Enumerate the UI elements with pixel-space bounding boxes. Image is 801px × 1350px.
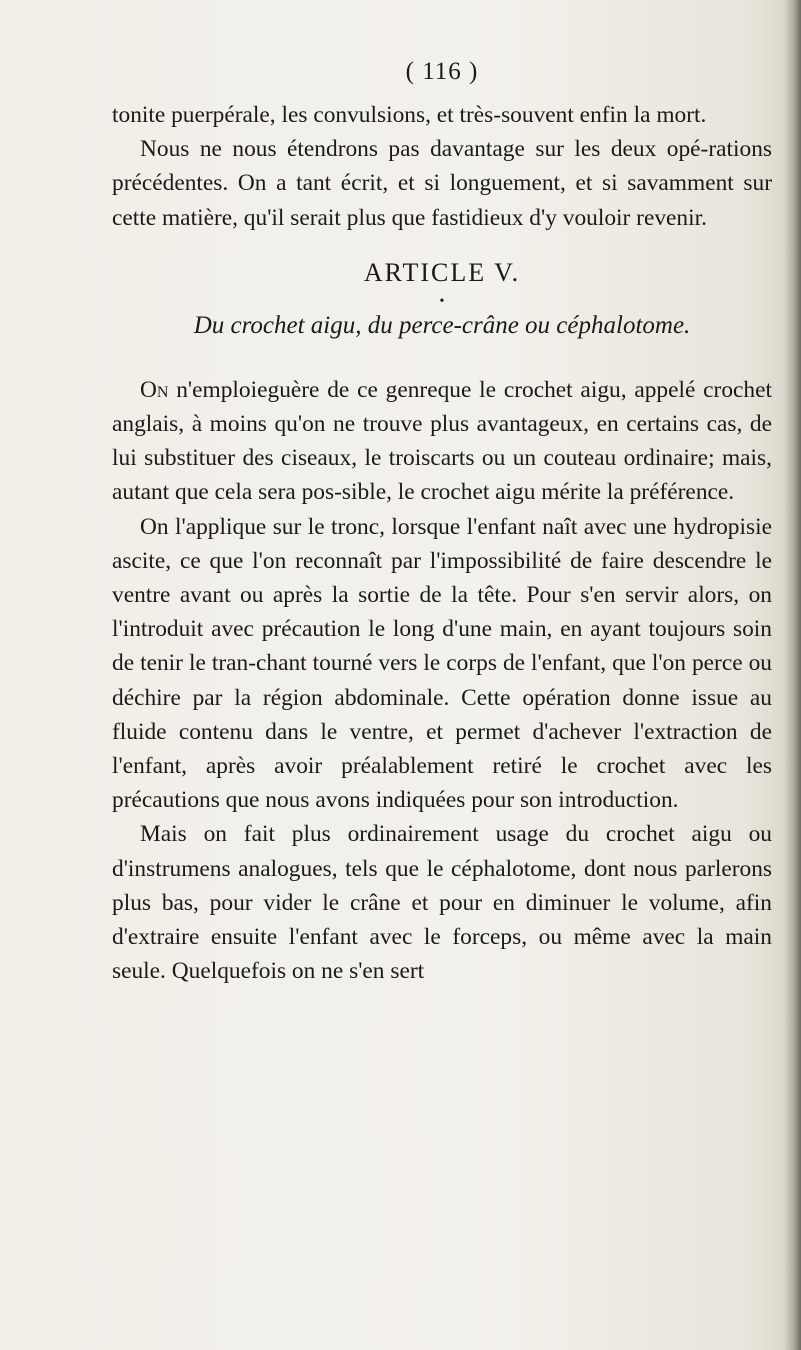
article-subtitle: Du crochet aigu, du perce-crâne ou céphalotome. [193, 311, 691, 339]
paragraph-on-applique: On l'applique sur le tronc, lorsque l'enfant naît avec une hydropisie ascite, ce que l'on reconnaît par l'impossibilité de faire descendre le ventre avant ou après la sortie de la tête. Pour s'en servir alors, on l'introduit avec précaution le long d'une main, en ayant toujours soin de tenir le tran-chant tourné vers le corps de l'enfant, que l'on perce ou déchire par la région abdominale. Cette opération donne issue au fluide contenu dans le ventre, et permet d'achever l'extraction de l'enfant, après avoir préalablement retiré le crochet avec les précautions que nous avons indiquées pour son introduction. [112, 513, 772, 814]
paragraph-nous: Nous ne nous étendrons pas davantage sur les deux opé-rations précédentes. On a tant écrit, et si longuement, et si savamment sur cette matière, qu'il serait plus que fastidieux d'y vouloir revenir. [112, 136, 772, 231]
paragraph-lead-word: On [140, 376, 169, 403]
page-number: ( 116 ) [405, 58, 479, 85]
paragraph-mais: Mais on fait plus ordinairement usage du crochet aigu ou d'instrumens analogues, tels que le céphalotome, dont nous parlerons plus bas, pour vider le crâne et pour en diminuer le volume, afin d'extraire ensuite l'enfant avec le forceps, ou même avec la main seule. Quelquefois on ne s'en sert [112, 821, 772, 985]
page-edge-shadow [783, 0, 801, 1350]
paragraph-on-emploie [112, 373, 772, 510]
ornament-dot: • [439, 293, 445, 309]
paragraph-on-emploie-text: n'emploieguère de ce genreque le crochet aigu, appelé crochet anglais, à moins qu'on ne trouve plus avantageux, en certains cas, de lui substituer des ciseaux, le troiscarts ou un couteau ordinaire; mais, autant que cela sera pos-sible, le crochet aigu mérite la préférence. [112, 376, 772, 506]
article-heading: ARTICLE V. [363, 257, 521, 287]
text-block [112, 56, 772, 988]
paragraph-continuation: tonite puerpérale, les convulsions, et très-souvent enfin la mort. [112, 102, 707, 128]
